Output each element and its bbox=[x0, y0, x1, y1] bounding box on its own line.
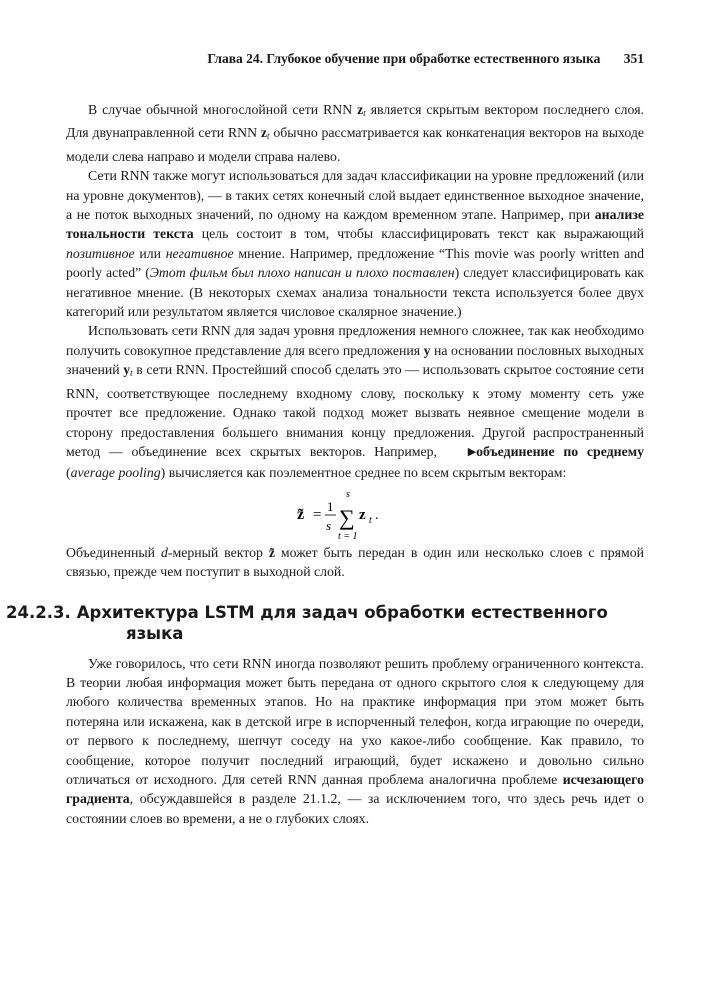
term-bold: анализе тональности текста bbox=[66, 207, 644, 242]
formula-average-pooling bbox=[66, 485, 644, 543]
term-bold: исчезающего градиента bbox=[66, 771, 644, 807]
formula-numerator: 1 bbox=[327, 498, 334, 514]
chapter-title: Глава 24. Глубокое обучение при обработке естественного языка bbox=[207, 51, 601, 66]
paragraph-1 bbox=[66, 100, 644, 166]
text-span: ) вычисляется как поэлементное среднее по всем скрытым векторам: bbox=[160, 465, 567, 481]
body-text bbox=[6, 100, 645, 828]
vector-z: z bbox=[260, 125, 267, 141]
term-italic: average pooling bbox=[70, 465, 161, 481]
vector-y: y bbox=[123, 362, 131, 378]
paragraph-5 bbox=[66, 654, 644, 829]
subscript-t: t bbox=[130, 368, 133, 379]
paragraph-3 bbox=[66, 321, 644, 482]
text-span: Уже говорилось, что сети RNN иногда позволяют решить проблему ограниченного контекста. В теории любая информация может быть передана от одного скрытого слоя к следующему для любого количества временных этапов. Но на практике информация при этом может быть потеряна или искажена, как в детской игре в испорченный телефон, когда играющие по очереди, от первого к последнему, шепчут соседу на ухо какое-либо сообщение. Как правило, то сообщение, которое получит последний играющий, будет искажено и довольно сильно отличаться от исходного. Для сетей RNN данная проблема аналогична проблеме bbox=[66, 655, 644, 787]
section-number: 24.2.3. bbox=[6, 602, 71, 622]
text-span: Объединенный bbox=[66, 544, 161, 560]
formula-svg bbox=[295, 485, 415, 543]
text-span: является скрытым вектором последнего слоя. Для двунаправленной сети RNN bbox=[66, 102, 644, 141]
arrow-icon: ▶ bbox=[467, 445, 477, 458]
subscript-t: t bbox=[363, 108, 366, 118]
formula-period: . bbox=[375, 507, 379, 523]
text-span: -мерный вектор bbox=[167, 544, 269, 560]
text-span: обычно рассматривается как конкатенация векторов на выходе модели слева направо и модели справа налево. bbox=[66, 125, 644, 164]
formula-lhs: z̃ bbox=[297, 505, 305, 523]
text-span: или bbox=[134, 245, 166, 261]
page-number: 351 bbox=[623, 51, 644, 66]
formula-equals: = bbox=[313, 506, 322, 523]
vector-z: z bbox=[357, 102, 364, 117]
text-span: В случае обычной многослойной сети RNN bbox=[88, 102, 358, 117]
text-span: ) следует классифицировать как негативное мнение. (В некоторых схемах анализа тональности текста используется более двух категорий или результатом является числовое скалярное значение.) bbox=[66, 265, 644, 320]
section-title: Архитектура LSTM для задач обработки естественного языка bbox=[76, 602, 608, 643]
text-span: , обсуждавшейся в разделе 21.1.2, — за исключением того, что здесь речь идет о состоянии слоев во времени, а не о глубоких слоях. bbox=[66, 791, 644, 826]
formula-term-subscript: t bbox=[369, 514, 372, 526]
section-heading bbox=[6, 602, 644, 644]
term-bold: объединение по среднему bbox=[476, 443, 645, 459]
vector-y: y bbox=[423, 342, 431, 358]
translation-italic: Этот фильм был плохо написан и плохо поставлен bbox=[149, 265, 455, 281]
sum-upper-limit: s bbox=[346, 488, 350, 500]
term-italic: позитивное bbox=[66, 245, 135, 261]
text-span: на основании пословных выходных значений bbox=[66, 342, 644, 378]
term-italic: негативное bbox=[165, 245, 234, 261]
dimension-d: d bbox=[160, 544, 168, 560]
text-span: может быть передан в один или несколько слоев с прямой связью, прежде чем поступит в выходной слой. bbox=[66, 544, 644, 580]
text-span: Использовать сети RNN для задач уровня предложения немного сложнее, так как необходимо получить совокупное представление для всего предложения bbox=[66, 323, 644, 358]
text-span: ( bbox=[66, 465, 71, 481]
sum-lower-limit: t = 1 bbox=[338, 530, 358, 542]
vector-z-tilde: z̃ bbox=[268, 544, 275, 560]
text-span: мнение. Например, предложение “This movie was poorly written and poorly acted” ( bbox=[66, 245, 644, 281]
text-span: цель состоит в том, чтобы классифицировать текст как выражающий bbox=[193, 226, 645, 242]
text-span: Сети RNN также могут использоваться для задач классификации на уровне предложений (или на уровне документов), — в таких сетях конечный слой выдает единственное выходное значение, а не поток выходных значений, по одному на каждом временном этапе. Например, при bbox=[66, 168, 644, 223]
subscript-t: t bbox=[267, 131, 270, 142]
text-span: в сети RNN. Простейший способ сделать это — использовать скрытое состояние сети RNN, соответствующее последнему входному слову, поскольку к этому моменту сеть уже прочтет все предложение. Однако такой подход может вызвать неявное смещение модели в сторону предоставления большего внимания концу предложения. Другой распространенный метод — объединение всех скрытых векторов. Например, bbox=[66, 362, 644, 459]
paragraph-4 bbox=[66, 543, 644, 582]
running-header bbox=[66, 50, 644, 68]
formula-denominator: s bbox=[326, 517, 332, 533]
paragraph-2 bbox=[66, 166, 644, 321]
formula-term: z bbox=[359, 506, 366, 523]
sum-sign: ∑ bbox=[339, 504, 355, 530]
